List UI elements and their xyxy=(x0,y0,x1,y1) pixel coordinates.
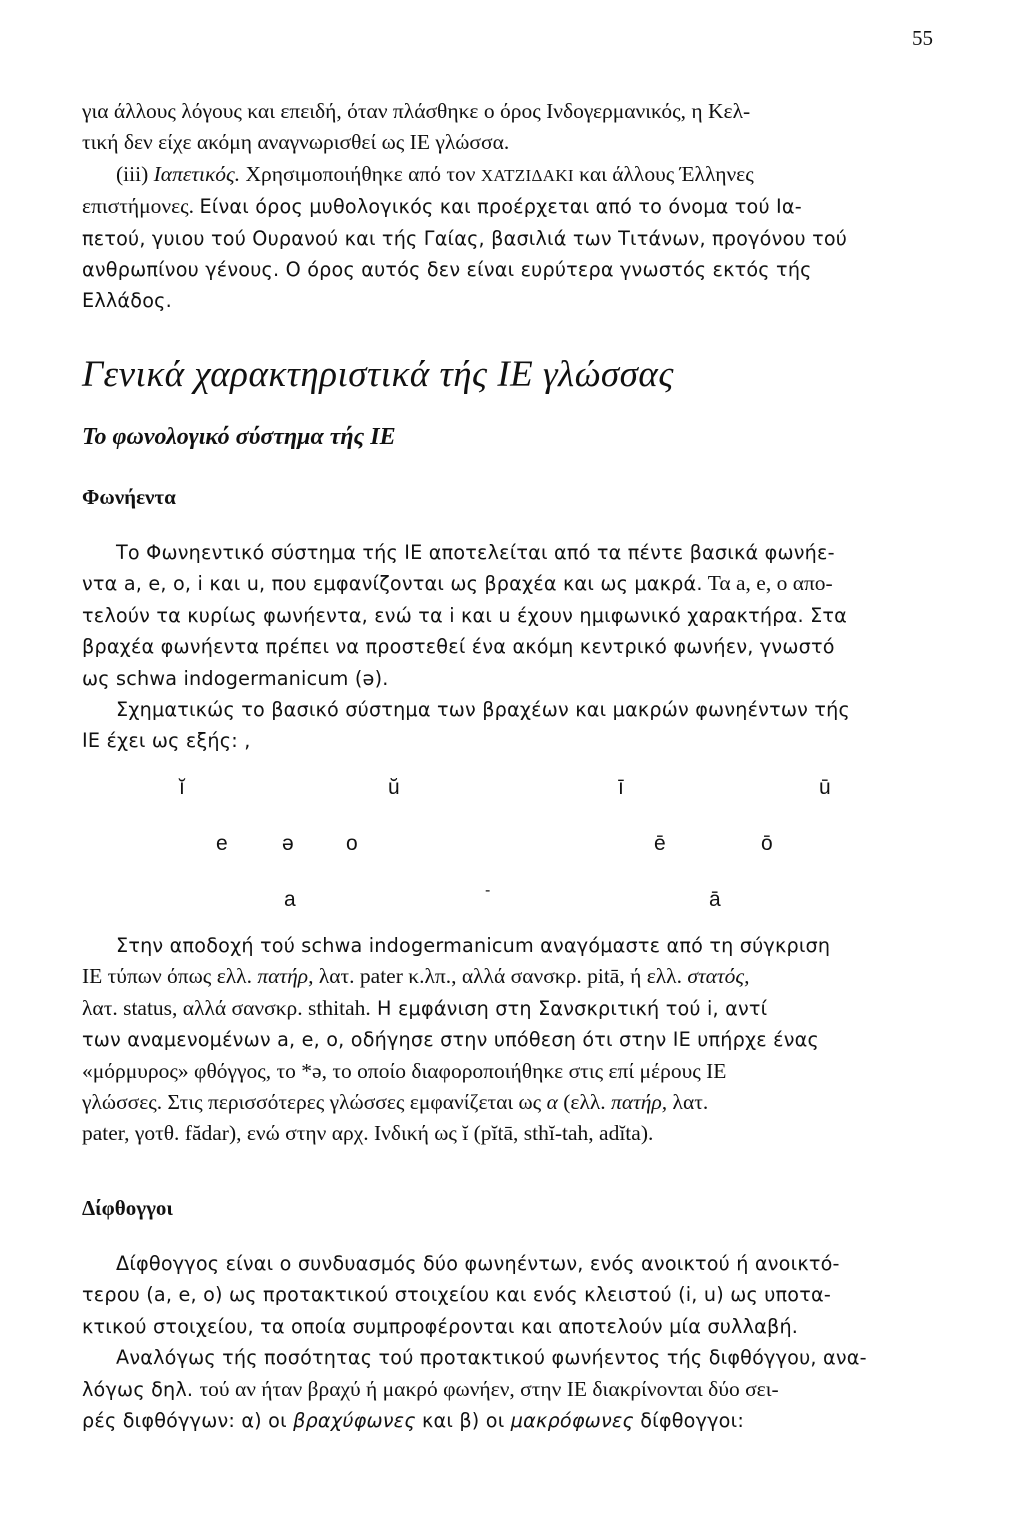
vowel-long-e: ē xyxy=(654,832,666,855)
text-line: Σχηματικώς το βασικό σύστημα των βραχέων και μακρών φωνηέντων τής xyxy=(116,698,850,722)
vowels-heading: Φωνήεντα xyxy=(82,485,176,509)
vowel-short-o: o xyxy=(346,832,358,855)
vowel-long-u: ū xyxy=(819,776,831,799)
text-line: τερου (a, e, o) ως προτακτικού στοιχείου και ενός κλειστού (i, u) ως υποτα- xyxy=(82,1283,831,1307)
text-line: pater, γοτθ. fădar), ενώ στην αρχ. Ινδική ως ĭ (pĭtā, sthĭ-tah, adĭta). xyxy=(82,1121,654,1146)
schwa-paragraph xyxy=(82,930,936,1150)
diphthongs-paragraph xyxy=(82,1248,936,1436)
vowel-chart-separator: - xyxy=(485,882,491,899)
text-line: τελούν τα κυρίως φωνήεντα, ενώ τα i και u έχουν ημιφωνικό χαρακτήρα. Στα xyxy=(82,603,848,627)
page-number: 55 xyxy=(912,26,933,50)
text-line: πετού, γυιου τού Ουρανού και τής Γαίας, βασιλιά των Τιτάνων, προγόνου τού xyxy=(82,226,848,250)
vowel-long-a: ā xyxy=(709,888,721,911)
vowels-paragraph xyxy=(82,537,936,757)
text-line: ως schwa indogermanicum (ə). xyxy=(82,666,389,690)
text-line: λατ. status, αλλά σανσκρ. sthitah. Η εμφάνιση στη Σανσκριτική τού i, αντί xyxy=(82,995,768,1020)
text-line: Το Φωνηεντικό σύστημα τής ΙΕ αποτελείται από τα πέντε βασικά φωνήε- xyxy=(116,541,835,564)
text-line: για άλλους λόγους και επειδή, όταν πλάσθηκε ο όρος Ινδογερμανικός, η Κελ- xyxy=(82,99,751,123)
text-line: Αναλόγως τής ποσότητας τού προτακτικού φωνήεντος τής διφθόγγου, ανα- xyxy=(116,1346,867,1370)
vowel-schwa: ə xyxy=(282,832,294,855)
diphthongs-heading: Δίφθογγοι xyxy=(82,1196,173,1220)
text-line: ανθρωπίνου γένους. Ο όρος αυτός δεν είναι ευρύτερα γνωστός εκτός τής xyxy=(82,258,812,282)
text-line: (iii) Ιαπετικός. Χρησιμοποιήθηκε από τον ΧΑΤΖΙΔΑΚΙ και άλλους Έλληνες xyxy=(116,161,754,186)
text-line: «μόρμυρος» φθόγγος, το *ə, το οποίο διαφοροποιήθηκε στις επί μέρους ΙΕ xyxy=(82,1058,727,1083)
vowel-short-i: ĭ xyxy=(179,776,185,799)
text-line: τική δεν είχε ακόμη αναγνωρισθεί ως ΙΕ γλώσσα. xyxy=(82,130,510,155)
subsection-heading: Το φωνολογικό σύστημα τής ΙΕ xyxy=(82,424,396,450)
section-heading: Γενικά χαρακτηριστικά τής ΙΕ γλώσσας xyxy=(82,354,674,395)
vowel-short-a: a xyxy=(284,888,296,911)
text-line: ντα a, e, o, i και u, που εμφανίζονται ως βραχέα και ως μακρά. Τα a, e, o απο- xyxy=(82,571,833,596)
text-line: Ελλάδος. xyxy=(82,289,172,313)
text-line: Στην αποδοχή τού schwa indogermanicum αναγόμαστε από τη σύγκριση xyxy=(116,934,831,957)
text-line: γλώσσες. Στις περισσότερες γλώσσες εμφανίζεται ως α (ελλ. πατήρ, λατ. xyxy=(82,1090,709,1115)
author-name: ΧΑΤΖΙΔΑΚΙ xyxy=(480,165,574,185)
text-line: ρές διφθόγγων: α) οι βραχύφωνες και β) οι μακρόφωνες δίφθογγοι: xyxy=(82,1409,744,1433)
text-line: ΙΕ έχει ως εξής: , xyxy=(82,729,251,753)
text-line: βραχέα φωνήεντα πρέπει να προστεθεί ένα ακόμη κεντρικό φωνήεν, γνωστό xyxy=(82,635,835,659)
vowel-long-i: ī xyxy=(618,776,624,799)
term-iapetikos: Ιαπετικός. xyxy=(153,161,241,186)
vowel-short-u: ŭ xyxy=(388,776,400,799)
text-line: λόγως δηλ. τού αν ήταν βραχύ ή μακρό φωνήεν, στην ΙΕ διακρίνονται δύο σει- xyxy=(82,1376,779,1401)
vowel-long-o: ō xyxy=(761,832,773,855)
text-line: Δίφθογγος είναι ο συνδυασμός δύο φωνηέντων, ενός ανοικτού ή ανοικτό- xyxy=(116,1252,840,1275)
text-line: επιστήμονες. Είναι όρος μυθολογικός και προέρχεται από το όνομα τού Ια- xyxy=(82,194,802,219)
text-line: κτικού στοιχείου, τα οποία συμπροφέρονται και αποτελούν μία συλλαβή. xyxy=(82,1314,799,1338)
intro-paragraph xyxy=(82,96,936,317)
vowel-short-e: e xyxy=(216,832,228,855)
text-line: ΙΕ τύπων όπως ελλ. πατήρ, λατ. pater κ.λπ., αλλά σανσκρ. pitā, ή ελλ. στατός, xyxy=(82,964,750,989)
text-line: των αναμενομένων a, e, o, οδήγησε στην υπόθεση ότι στην ΙΕ υπήρχε ένας xyxy=(82,1028,819,1052)
